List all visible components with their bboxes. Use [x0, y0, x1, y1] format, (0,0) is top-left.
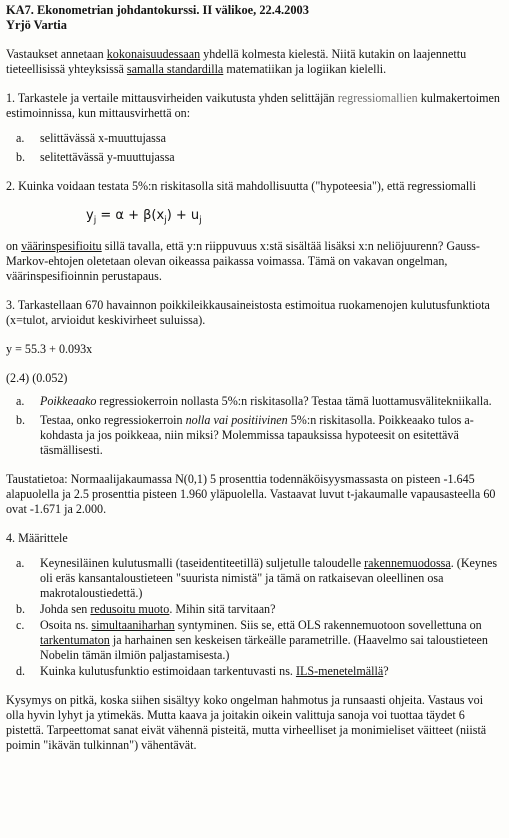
q1-text-a: 1. Tarkastele ja vertaile mittausvirheiden vaikutusta yhden selittäjän: [6, 91, 338, 105]
list-marker: a.: [16, 131, 25, 145]
q4a-underline: rakennemuodossa: [364, 555, 451, 570]
list-item: [6, 150, 504, 165]
q3a-italic: Poikkeaako: [40, 393, 97, 408]
formula-lhs-sub: j: [93, 215, 97, 226]
intro-underline-2: samalla standardilla: [126, 62, 224, 76]
q3-list: [6, 394, 504, 458]
question-3: 3. Tarkastellaan 670 havainnon poikkileikkausaineistosta estimoitua ruokamenojen kulutusfunktiota (x=tulot, arvioidut keskivirheet suluissa).: [6, 297, 490, 327]
q3-standard-errors: (2.4) (0.052): [6, 370, 68, 385]
list-item: [6, 556, 504, 601]
intro-text-2: yhdellä kolmesta kielestä. Niitä kutakin on laajennettu tieteellisissä yhteyksissä: [6, 47, 467, 76]
background-info: Taustatietoa: Normaalijakaumassa N(0,1) 5 prosenttia todennäköisyysmassasta on pisteen -1.645 alapuolella ja 2.5 prosenttia pisteen 1.960 yläpuolella. Vastaavat luvut t-jakaumalle vapausasteella 60 ovat -1.671 ja 2.000.: [6, 471, 496, 516]
intro-text-3: matematiikan ja logiikan kielelli.: [223, 62, 387, 76]
q4b-underline: redusoitu muoto: [90, 601, 170, 616]
q4d-text-2: ?: [383, 663, 389, 678]
list-item: [6, 131, 504, 146]
formula-mid-sub: j: [164, 215, 167, 226]
q4a-text-1: Keynesiläinen kulutusmalli (taseidentiteetillä) suljetulle taloudelle: [40, 555, 365, 570]
regression-formula: [86, 206, 504, 231]
list-item: [6, 413, 504, 458]
q3b-text-2: 5%:n riskitasolla. Poikkeaako tulos a-kohdasta ja jos poikkeaa, niin miksi? Molemmissa tapauksissa hypoteesit on esitettävä täsmällisesti.: [40, 412, 474, 457]
q2-text: sillä tavalla, että y:n riippuvuus x:stä sisältää lisäksi x:n neliöjuurenn? Gauss-Markov-ehtojen oletetaan olevan oikeassa paikassa voimassa. Tämä on vakavan ongelman, väärinspesifioinnin perustapaus.: [6, 238, 480, 283]
q1-text-faded: regressiomallien: [337, 91, 418, 105]
closing-note: Kysymys on pitkä, koska siihen sisältyy koko ongelman hahmotus ja runsaasti ohjeita. Vastaus voi olla hyvin lyhyt ja ytimekäs. Mutta kaava ja joitakin oikein valittuja sanoja voi tuottaa täydet 6 pistettä. Tarpeettomat sanat eivät vähennä pisteitä, mutta virheelliset ja monimieliset väitteet (niistä poimin "ikävän tulkinnan") vähentävät.: [6, 692, 487, 752]
list-item: [6, 602, 504, 617]
list-text: selitettävässä y-muuttujassa: [40, 150, 175, 164]
question-4-heading: 4. Määrittele: [6, 530, 68, 545]
exam-title: KA7. Ekonometrian johdantokurssi. II välikoe, 22.4.2003: [6, 3, 309, 17]
list-marker: b.: [16, 150, 26, 164]
q3a-text: regressiokerroin nollasta 5%:n riskitasolla? Testaa tämä luottamusvälitekniikalla.: [96, 393, 492, 408]
q4c-text-1: Osoita ns.: [40, 617, 92, 632]
formula-end: ) + u: [166, 208, 200, 223]
question-2: 2. Kuinka voidaan testata 5%:n riskitasolla sitä mahdollisuutta ("hypoteesia"), että regressiomalli: [6, 179, 476, 193]
q4-list: [6, 556, 504, 679]
q3-equation: y = 55.3 + 0.093x: [6, 341, 93, 356]
q1-list: [6, 131, 504, 165]
q2-underline: väärinspesifioitu: [21, 238, 102, 253]
exam-author: Yrjö Vartia: [6, 18, 67, 32]
formula-mid: = α + β(x: [96, 208, 165, 223]
formula-lhs: y: [86, 208, 94, 223]
list-marker: a.: [16, 393, 25, 408]
q4a-text-2: . (Keynes oli eräs kansantaloustieteen "suurista nimistä" ja tämä on ratkaisevan oleellinen osa makrotaloustiedettä.): [40, 555, 498, 600]
q1-text-b: kulmakertoimen estimoinnissa, kun mittausvirhettä on:: [6, 91, 500, 120]
q4c-text-3: ja harhainen sen keskeisen tärkeälle parametrille. (Haavelmo sai taloustieteen Nobelin tämän ilmiön paljastamisesta.): [40, 632, 488, 662]
q2-pre: on: [6, 238, 22, 253]
list-marker: c.: [16, 617, 25, 632]
list-marker: a.: [16, 555, 25, 570]
intro-paragraph: [6, 47, 504, 77]
q4b-text-1: Johda sen: [40, 601, 91, 616]
q2-continuation: [6, 239, 504, 284]
exam-page: [6, 3, 504, 753]
list-item: [6, 618, 504, 663]
q3b-italic: nolla vai positiivinen: [185, 412, 288, 427]
q4d-text-1: Kuinka kulutusfunktio estimoidaan tarkentuvasti ns.: [40, 663, 296, 678]
formula-end-sub: j: [199, 215, 202, 226]
q4b-text-2: . Mihin sitä tarvitaan?: [169, 601, 276, 616]
list-marker: b.: [16, 412, 26, 427]
intro-text-1: Vastaukset annetaan: [6, 47, 107, 61]
list-marker: b.: [16, 601, 26, 616]
q3b-text-1: Testaa, onko regressiokerroin: [40, 412, 186, 427]
intro-underline-1: kokonaisuudessaan: [106, 47, 201, 61]
q4c-text-2: syntyminen. Siis se, että OLS rakennemuotoon sovellettuna on: [174, 617, 482, 632]
q4d-underline: ILS-menetelmällä: [295, 663, 384, 678]
q4c-underline-1: simultaaniharhan: [91, 617, 175, 632]
question-1: [6, 91, 504, 121]
list-item: [6, 664, 504, 679]
q4c-underline-2: tarkentumaton: [40, 632, 110, 647]
list-text: selittävässä x-muuttujassa: [40, 131, 166, 145]
list-marker: d.: [16, 663, 26, 678]
list-item: [6, 394, 504, 409]
